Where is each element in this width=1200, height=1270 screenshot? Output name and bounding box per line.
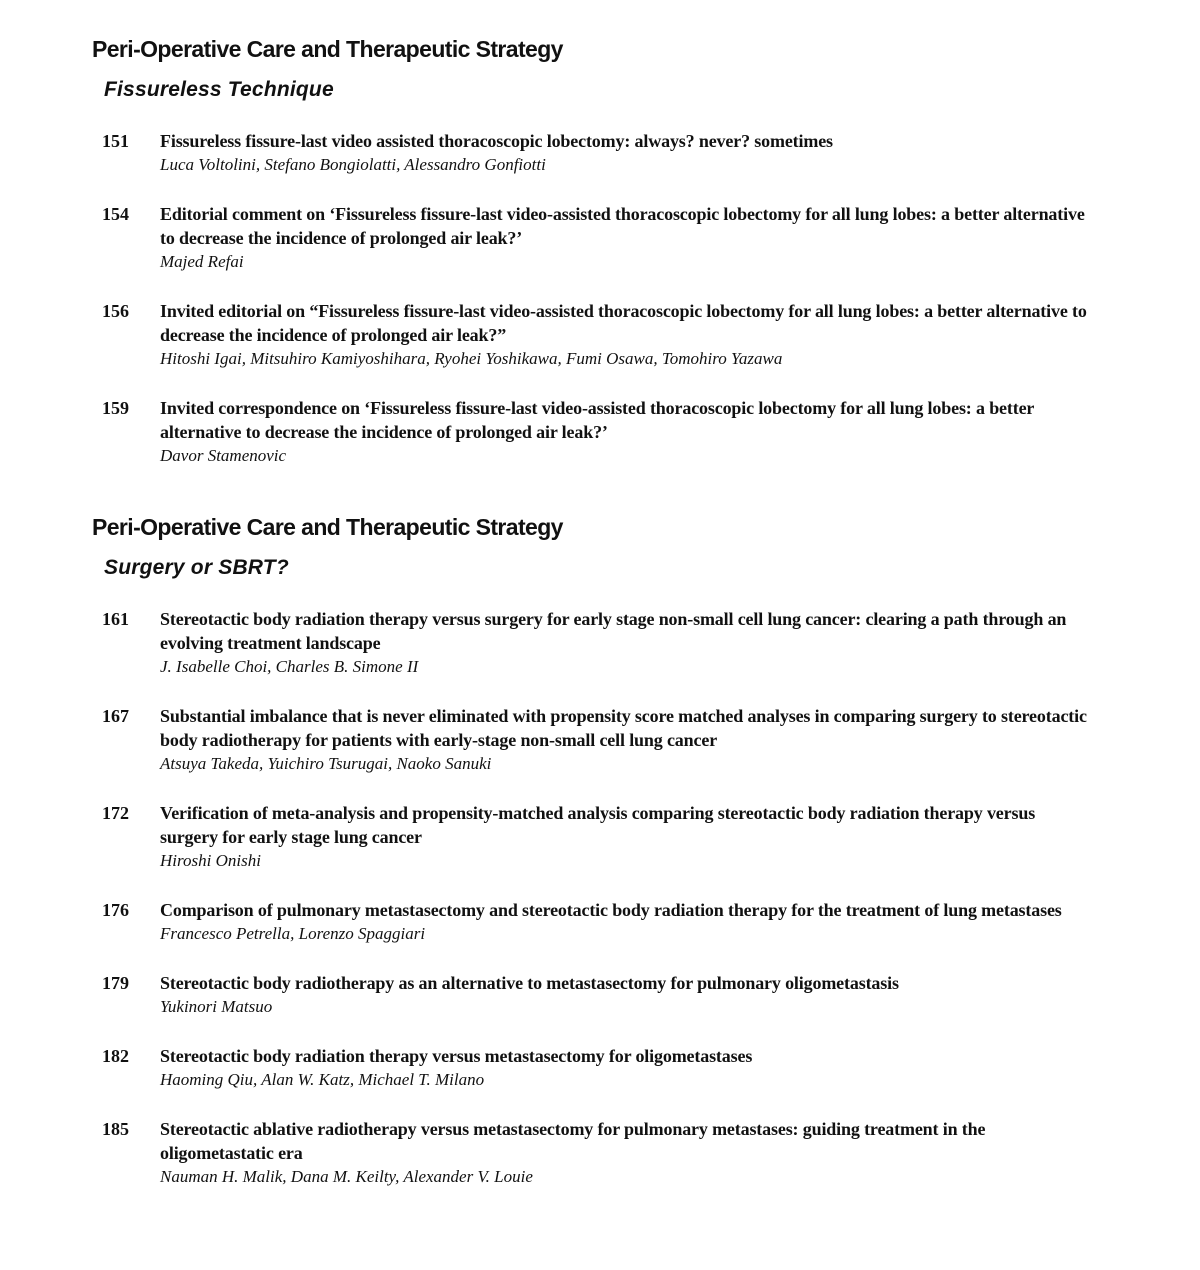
entry-title: Stereotactic body radiation therapy versus metastasectomy for oligometastases xyxy=(160,1046,753,1066)
entry-authors: Haoming Qiu, Alan W. Katz, Michael T. Milano xyxy=(160,1070,485,1089)
toc-entry[interactable] xyxy=(0,299,1200,371)
section-subtitle: Fissureless Technique xyxy=(104,78,334,101)
entry-page-number: 154 xyxy=(102,204,129,224)
entry-authors: Francesco Petrella, Lorenzo Spaggiari xyxy=(160,924,426,943)
entry-body xyxy=(160,801,1090,873)
entry-authors: Atsuya Takeda, Yuichiro Tsurugai, Naoko Sanuki xyxy=(160,754,492,773)
toc-entry[interactable] xyxy=(0,704,1200,776)
entry-authors: Hiroshi Onishi xyxy=(160,851,261,870)
toc-entry[interactable] xyxy=(0,396,1200,468)
section-title: Peri-Operative Care and Therapeutic Strategy xyxy=(92,514,563,540)
toc-entry[interactable] xyxy=(0,129,1200,177)
entry-body xyxy=(160,898,1090,946)
toc-entry[interactable] xyxy=(0,607,1200,679)
entry-title: Fissureless fissure-last video assisted thoracoscopic lobectomy: always? never? sometimes xyxy=(160,131,833,151)
toc-entry-list xyxy=(0,129,1200,493)
entry-title: Stereotactic body radiation therapy versus surgery for early stage non-small cell lung cancer: clearing a path through an evolving treatment landscape xyxy=(160,609,1067,653)
entry-body xyxy=(160,607,1090,679)
entry-page-number: 151 xyxy=(102,131,129,151)
entry-title: Verification of meta-analysis and propensity-matched analysis comparing stereotactic body radiation therapy versus surgery for early stage lung cancer xyxy=(160,803,1036,847)
entry-page-number: 176 xyxy=(102,900,129,920)
entry-page-number: 182 xyxy=(102,1046,129,1066)
toc-entry[interactable] xyxy=(0,202,1200,274)
entry-body xyxy=(160,299,1090,371)
entry-title: Stereotactic body radiotherapy as an alternative to metastasectomy for pulmonary oligometastasis xyxy=(160,973,899,993)
section-subtitle: Surgery or SBRT? xyxy=(104,556,289,579)
entry-body xyxy=(160,396,1090,468)
toc-entry-list xyxy=(0,607,1200,1214)
entry-page-number: 172 xyxy=(102,803,129,823)
entry-page-number: 156 xyxy=(102,301,129,321)
toc-entry[interactable] xyxy=(0,801,1200,873)
entry-title: Invited correspondence on ‘Fissureless fissure-last video-assisted thoracoscopic lobectomy for all lung lobes: a better alternative to decrease the incidence of prolonged air leak?’ xyxy=(160,398,1034,442)
entry-title: Stereotactic ablative radiotherapy versus metastasectomy for pulmonary metastases: guiding treatment in the oligometastatic era xyxy=(160,1119,986,1163)
toc-entry[interactable] xyxy=(0,898,1200,946)
toc-entry[interactable] xyxy=(0,971,1200,1019)
entry-title: Comparison of pulmonary metastasectomy and stereotactic body radiation therapy for the treatment of lung metastases xyxy=(160,900,1062,920)
entry-body xyxy=(160,971,1090,1019)
entry-page-number: 167 xyxy=(102,706,129,726)
entry-body xyxy=(160,129,1090,177)
section-title: Peri-Operative Care and Therapeutic Strategy xyxy=(92,36,563,62)
entry-page-number: 185 xyxy=(102,1119,129,1139)
entry-authors: Hitoshi Igai, Mitsuhiro Kamiyoshihara, Ryohei Yoshikawa, Fumi Osawa, Tomohiro Yazawa xyxy=(160,349,783,368)
entry-body xyxy=(160,1044,1090,1092)
toc-entry[interactable] xyxy=(0,1117,1200,1189)
entry-title: Substantial imbalance that is never eliminated with propensity score matched analyses in comparing surgery to stereotactic body radiotherapy for patients with early-stage non-small cell lung cancer xyxy=(160,706,1087,750)
toc-entry[interactable] xyxy=(0,1044,1200,1092)
entry-authors: Davor Stamenovic xyxy=(160,446,287,465)
entry-page-number: 179 xyxy=(102,973,129,993)
entry-title: Invited editorial on “Fissureless fissure-last video-assisted thoracoscopic lobectomy for all lung lobes: a better alternative to decrease the incidence of prolonged air leak?” xyxy=(160,301,1087,345)
entry-body xyxy=(160,202,1090,274)
entry-page-number: 161 xyxy=(102,609,129,629)
entry-title: Editorial comment on ‘Fissureless fissure-last video-assisted thoracoscopic lobectomy for all lung lobes: a better alternative to decrease the incidence of prolonged air leak?’ xyxy=(160,204,1085,248)
entry-authors: J. Isabelle Choi, Charles B. Simone II xyxy=(160,657,419,676)
entry-body xyxy=(160,1117,1090,1189)
entry-authors: Nauman H. Malik, Dana M. Keilty, Alexander V. Louie xyxy=(160,1167,533,1186)
entry-body xyxy=(160,704,1090,776)
entry-authors: Luca Voltolini, Stefano Bongiolatti, Alessandro Gonfiotti xyxy=(160,155,546,174)
entry-page-number: 159 xyxy=(102,398,129,418)
entry-authors: Yukinori Matsuo xyxy=(160,997,273,1016)
entry-authors: Majed Refai xyxy=(160,252,244,271)
